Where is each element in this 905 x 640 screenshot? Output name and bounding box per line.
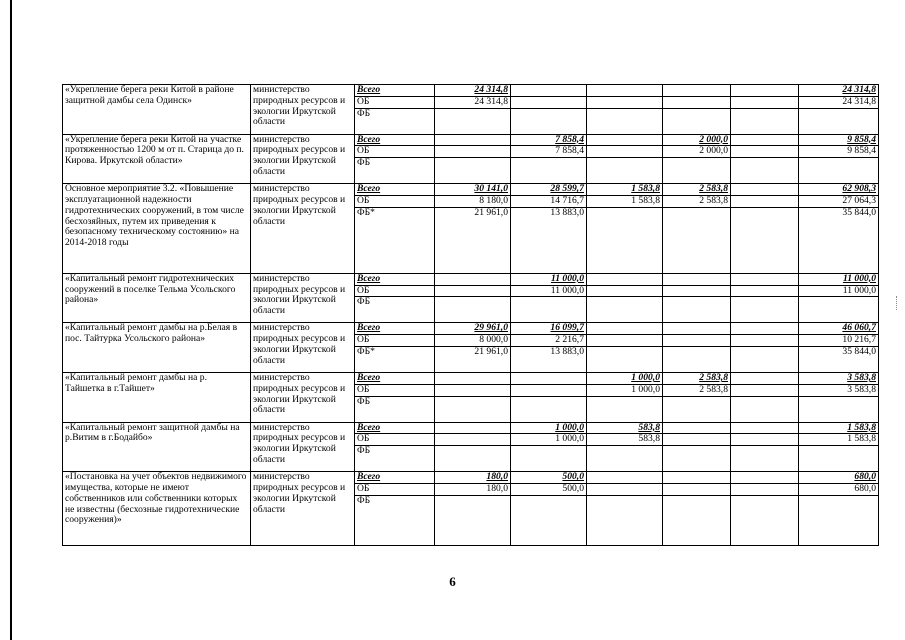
funding-source-cell: Всего [355, 472, 435, 484]
year-amount-cell: 1 583,8 [587, 195, 663, 207]
year-amount-cell [435, 495, 511, 545]
year-amount-cell [587, 158, 663, 184]
year-amount-cell [587, 335, 663, 347]
year-amount-cell [435, 273, 511, 285]
year-amount-cell [663, 297, 731, 323]
year-amount-cell [731, 495, 799, 545]
total-amount-cell [799, 495, 879, 545]
year-amount-cell [587, 85, 663, 97]
year-amount-cell [663, 108, 731, 134]
budget-table [62, 84, 879, 546]
year-amount-cell [663, 422, 731, 434]
year-amount-cell [587, 495, 663, 545]
year-amount-cell [731, 297, 799, 323]
year-amount-cell: 14 716,7 [511, 195, 587, 207]
funding-source-cell: ФБ* [355, 207, 435, 273]
year-amount-cell: 29 961,0 [435, 323, 511, 335]
year-amount-cell [731, 85, 799, 97]
total-amount-cell: 1 583,8 [799, 422, 879, 434]
year-amount-cell [511, 372, 587, 384]
funding-source-cell: Всего [355, 372, 435, 384]
total-amount-cell: 62 908,3 [799, 184, 879, 196]
total-amount-cell [799, 446, 879, 472]
year-amount-cell [663, 323, 731, 335]
funding-source-cell: ФБ [355, 396, 435, 422]
year-amount-cell: 7 858,4 [511, 146, 587, 158]
total-amount-cell: 3 583,8 [799, 384, 879, 396]
year-amount-cell [435, 446, 511, 472]
year-amount-cell: 24 314,8 [435, 96, 511, 108]
activity-name-cell: «Капитальный ремонт дамбы на р. Тайшетка в г.Тайшет» [63, 372, 251, 422]
year-amount-cell [731, 273, 799, 285]
year-amount-cell [435, 134, 511, 146]
executor-cell: министерство природных ресурсов и экологии Иркутской области [251, 134, 355, 184]
year-amount-cell [663, 96, 731, 108]
year-amount-cell: 2 583,8 [663, 195, 731, 207]
year-amount-cell [587, 346, 663, 372]
page-number: 6 [449, 574, 456, 589]
year-amount-cell [587, 96, 663, 108]
total-amount-cell: 24 314,8 [799, 85, 879, 97]
year-amount-cell [731, 422, 799, 434]
funding-source-cell: ОБ [355, 384, 435, 396]
total-amount-cell: 3 583,8 [799, 372, 879, 384]
year-amount-cell [663, 434, 731, 446]
year-amount-cell [663, 285, 731, 297]
year-amount-cell [511, 384, 587, 396]
budget-table-body [63, 85, 879, 546]
year-amount-cell: 24 314,8 [435, 85, 511, 97]
year-amount-cell: 1 000,0 [587, 372, 663, 384]
year-amount-cell: 500,0 [511, 472, 587, 484]
executor-cell: министерство природных ресурсов и экологии Иркутской области [251, 472, 355, 546]
total-amount-cell [799, 297, 879, 323]
total-amount-cell: 9 858,4 [799, 134, 879, 146]
activity-name-cell: «Постановка на учет объектов недвижимого имущества, которые не имеют собственников или собственники которых не известны (бесхозные гидротехнические сооружения)» [63, 472, 251, 546]
funding-source-cell: ОБ [355, 434, 435, 446]
year-amount-cell [435, 434, 511, 446]
year-amount-cell [511, 85, 587, 97]
activity-name-cell: «Укрепление берега реки Китой на участке протяженностью 1200 м от п. Старица до п. Кирова. Иркутской области» [63, 134, 251, 184]
year-amount-cell [663, 396, 731, 422]
funding-source-cell: Всего [355, 85, 435, 97]
year-amount-cell [731, 146, 799, 158]
activity-name-cell: «Капитальный ремонт гидротехнических сооружений в поселке Тельма Усольского района» [63, 273, 251, 323]
funding-source-cell: Всего [355, 184, 435, 196]
total-amount-cell: 11 000,0 [799, 273, 879, 285]
year-amount-cell [587, 396, 663, 422]
year-amount-cell: 30 141,0 [435, 184, 511, 196]
year-amount-cell [731, 472, 799, 484]
year-amount-cell: 7 858,4 [511, 134, 587, 146]
year-amount-cell: 13 883,0 [511, 207, 587, 273]
binding-margin-line [10, 0, 12, 640]
year-amount-cell [731, 483, 799, 495]
year-amount-cell [731, 384, 799, 396]
activity-name-cell: «Капитальный ремонт защитной дамбы на р.Витим в г.Бодайбо» [63, 422, 251, 472]
year-amount-cell [587, 146, 663, 158]
year-amount-cell [511, 297, 587, 323]
year-amount-cell [731, 323, 799, 335]
year-amount-cell: 13 883,0 [511, 346, 587, 372]
year-amount-cell [663, 335, 731, 347]
year-amount-cell [587, 483, 663, 495]
year-amount-cell [731, 335, 799, 347]
year-amount-cell [587, 446, 663, 472]
total-amount-cell: 680,0 [799, 472, 879, 484]
year-amount-cell [731, 207, 799, 273]
funding-source-cell: Всего [355, 273, 435, 285]
table-row [63, 372, 879, 384]
total-amount-cell [799, 108, 879, 134]
year-amount-cell [663, 495, 731, 545]
year-amount-cell [731, 372, 799, 384]
year-amount-cell [435, 422, 511, 434]
total-amount-cell: 24 314,8 [799, 96, 879, 108]
year-amount-cell [511, 446, 587, 472]
year-amount-cell: 28 599,7 [511, 184, 587, 196]
year-amount-cell [731, 434, 799, 446]
funding-source-cell: ОБ [355, 285, 435, 297]
year-amount-cell [587, 472, 663, 484]
year-amount-cell [511, 396, 587, 422]
year-amount-cell: 583,8 [587, 422, 663, 434]
year-amount-cell [587, 285, 663, 297]
activity-name-cell: «Капитальный ремонт дамбы на р.Белая в пос. Тайтурка Усольского района» [63, 323, 251, 373]
year-amount-cell: 2 583,8 [663, 372, 731, 384]
executor-cell: министерство природных ресурсов и экологии Иркутской области [251, 323, 355, 373]
funding-source-cell: ОБ [355, 96, 435, 108]
funding-source-cell: ФБ* [355, 346, 435, 372]
year-amount-cell: 500,0 [511, 483, 587, 495]
total-amount-cell: 35 844,0 [799, 207, 879, 273]
year-amount-cell [587, 273, 663, 285]
executor-cell: министерство природных ресурсов и экологии Иркутской области [251, 85, 355, 135]
year-amount-cell: 2 000,0 [663, 134, 731, 146]
funding-source-cell: Всего [355, 134, 435, 146]
year-amount-cell [731, 96, 799, 108]
year-amount-cell: 2 216,7 [511, 335, 587, 347]
year-amount-cell [587, 134, 663, 146]
year-amount-cell [731, 108, 799, 134]
table-row [63, 422, 879, 434]
year-amount-cell: 2 583,8 [663, 384, 731, 396]
year-amount-cell [511, 108, 587, 134]
table-row [63, 323, 879, 335]
year-amount-cell [435, 396, 511, 422]
funding-source-cell: Всего [355, 422, 435, 434]
year-amount-cell: 1 000,0 [587, 384, 663, 396]
year-amount-cell [435, 158, 511, 184]
year-amount-cell [663, 207, 731, 273]
year-amount-cell: 8 000,0 [435, 335, 511, 347]
year-amount-cell [663, 273, 731, 285]
year-amount-cell [731, 158, 799, 184]
executor-cell: министерство природных ресурсов и экологии Иркутской области [251, 184, 355, 274]
year-amount-cell: 2 583,8 [663, 184, 731, 196]
total-amount-cell: 10 216,7 [799, 335, 879, 347]
year-amount-cell: 2 000,0 [663, 146, 731, 158]
activity-name-cell: Основное мероприятие 3.2. «Повышение эксплуатационной надежности гидротехнических сооружений, в том числе бесхозяйных, путем их приведения к безопасному техническому состоянию» на 2014-2018 годы [63, 184, 251, 274]
year-amount-cell: 8 180,0 [435, 195, 511, 207]
scan-artifact [896, 296, 898, 310]
funding-source-cell: ОБ [355, 195, 435, 207]
year-amount-cell [731, 134, 799, 146]
year-amount-cell: 1 583,8 [587, 184, 663, 196]
funding-source-cell: ФБ [355, 108, 435, 134]
year-amount-cell [435, 146, 511, 158]
year-amount-cell [435, 108, 511, 134]
year-amount-cell [511, 158, 587, 184]
year-amount-cell: 11 000,0 [511, 273, 587, 285]
year-amount-cell [511, 96, 587, 108]
funding-source-cell: Всего [355, 323, 435, 335]
year-amount-cell: 11 000,0 [511, 285, 587, 297]
year-amount-cell: 180,0 [435, 472, 511, 484]
funding-source-cell: ОБ [355, 483, 435, 495]
table-row [63, 184, 879, 196]
funding-source-cell: ФБ [355, 446, 435, 472]
total-amount-cell [799, 158, 879, 184]
total-amount-cell: 27 064,3 [799, 195, 879, 207]
funding-source-cell: ОБ [355, 335, 435, 347]
funding-source-cell: ФБ [355, 495, 435, 545]
year-amount-cell [731, 396, 799, 422]
year-amount-cell [731, 195, 799, 207]
executor-cell: министерство природных ресурсов и экологии Иркутской области [251, 422, 355, 472]
year-amount-cell [435, 372, 511, 384]
year-amount-cell [511, 495, 587, 545]
year-amount-cell: 180,0 [435, 483, 511, 495]
year-amount-cell [587, 108, 663, 134]
year-amount-cell [731, 285, 799, 297]
year-amount-cell: 583,8 [587, 434, 663, 446]
year-amount-cell: 16 099,7 [511, 323, 587, 335]
year-amount-cell [663, 158, 731, 184]
total-amount-cell: 11 000,0 [799, 285, 879, 297]
year-amount-cell [731, 346, 799, 372]
year-amount-cell: 21 961,0 [435, 207, 511, 273]
year-amount-cell: 1 000,0 [511, 422, 587, 434]
year-amount-cell [587, 207, 663, 273]
executor-cell: министерство природных ресурсов и экологии Иркутской области [251, 273, 355, 323]
year-amount-cell [587, 297, 663, 323]
year-amount-cell [663, 472, 731, 484]
table-row [63, 85, 879, 97]
table-row [63, 472, 879, 484]
year-amount-cell [435, 297, 511, 323]
total-amount-cell: 9 858,4 [799, 146, 879, 158]
table-row [63, 134, 879, 146]
total-amount-cell [799, 396, 879, 422]
year-amount-cell [731, 446, 799, 472]
total-amount-cell: 1 583,8 [799, 434, 879, 446]
executor-cell: министерство природных ресурсов и экологии Иркутской области [251, 372, 355, 422]
year-amount-cell [731, 184, 799, 196]
year-amount-cell [663, 85, 731, 97]
year-amount-cell [435, 384, 511, 396]
year-amount-cell [663, 346, 731, 372]
funding-source-cell: ФБ [355, 158, 435, 184]
year-amount-cell [587, 323, 663, 335]
total-amount-cell: 680,0 [799, 483, 879, 495]
table-row [63, 273, 879, 285]
year-amount-cell: 1 000,0 [511, 434, 587, 446]
year-amount-cell [663, 446, 731, 472]
funding-source-cell: ФБ [355, 297, 435, 323]
year-amount-cell [435, 285, 511, 297]
total-amount-cell: 46 060,7 [799, 323, 879, 335]
funding-source-cell: ОБ [355, 146, 435, 158]
year-amount-cell: 21 961,0 [435, 346, 511, 372]
total-amount-cell: 35 844,0 [799, 346, 879, 372]
year-amount-cell [663, 483, 731, 495]
activity-name-cell: «Укрепление берега реки Китой в районе защитной дамбы села Одинск» [63, 85, 251, 135]
